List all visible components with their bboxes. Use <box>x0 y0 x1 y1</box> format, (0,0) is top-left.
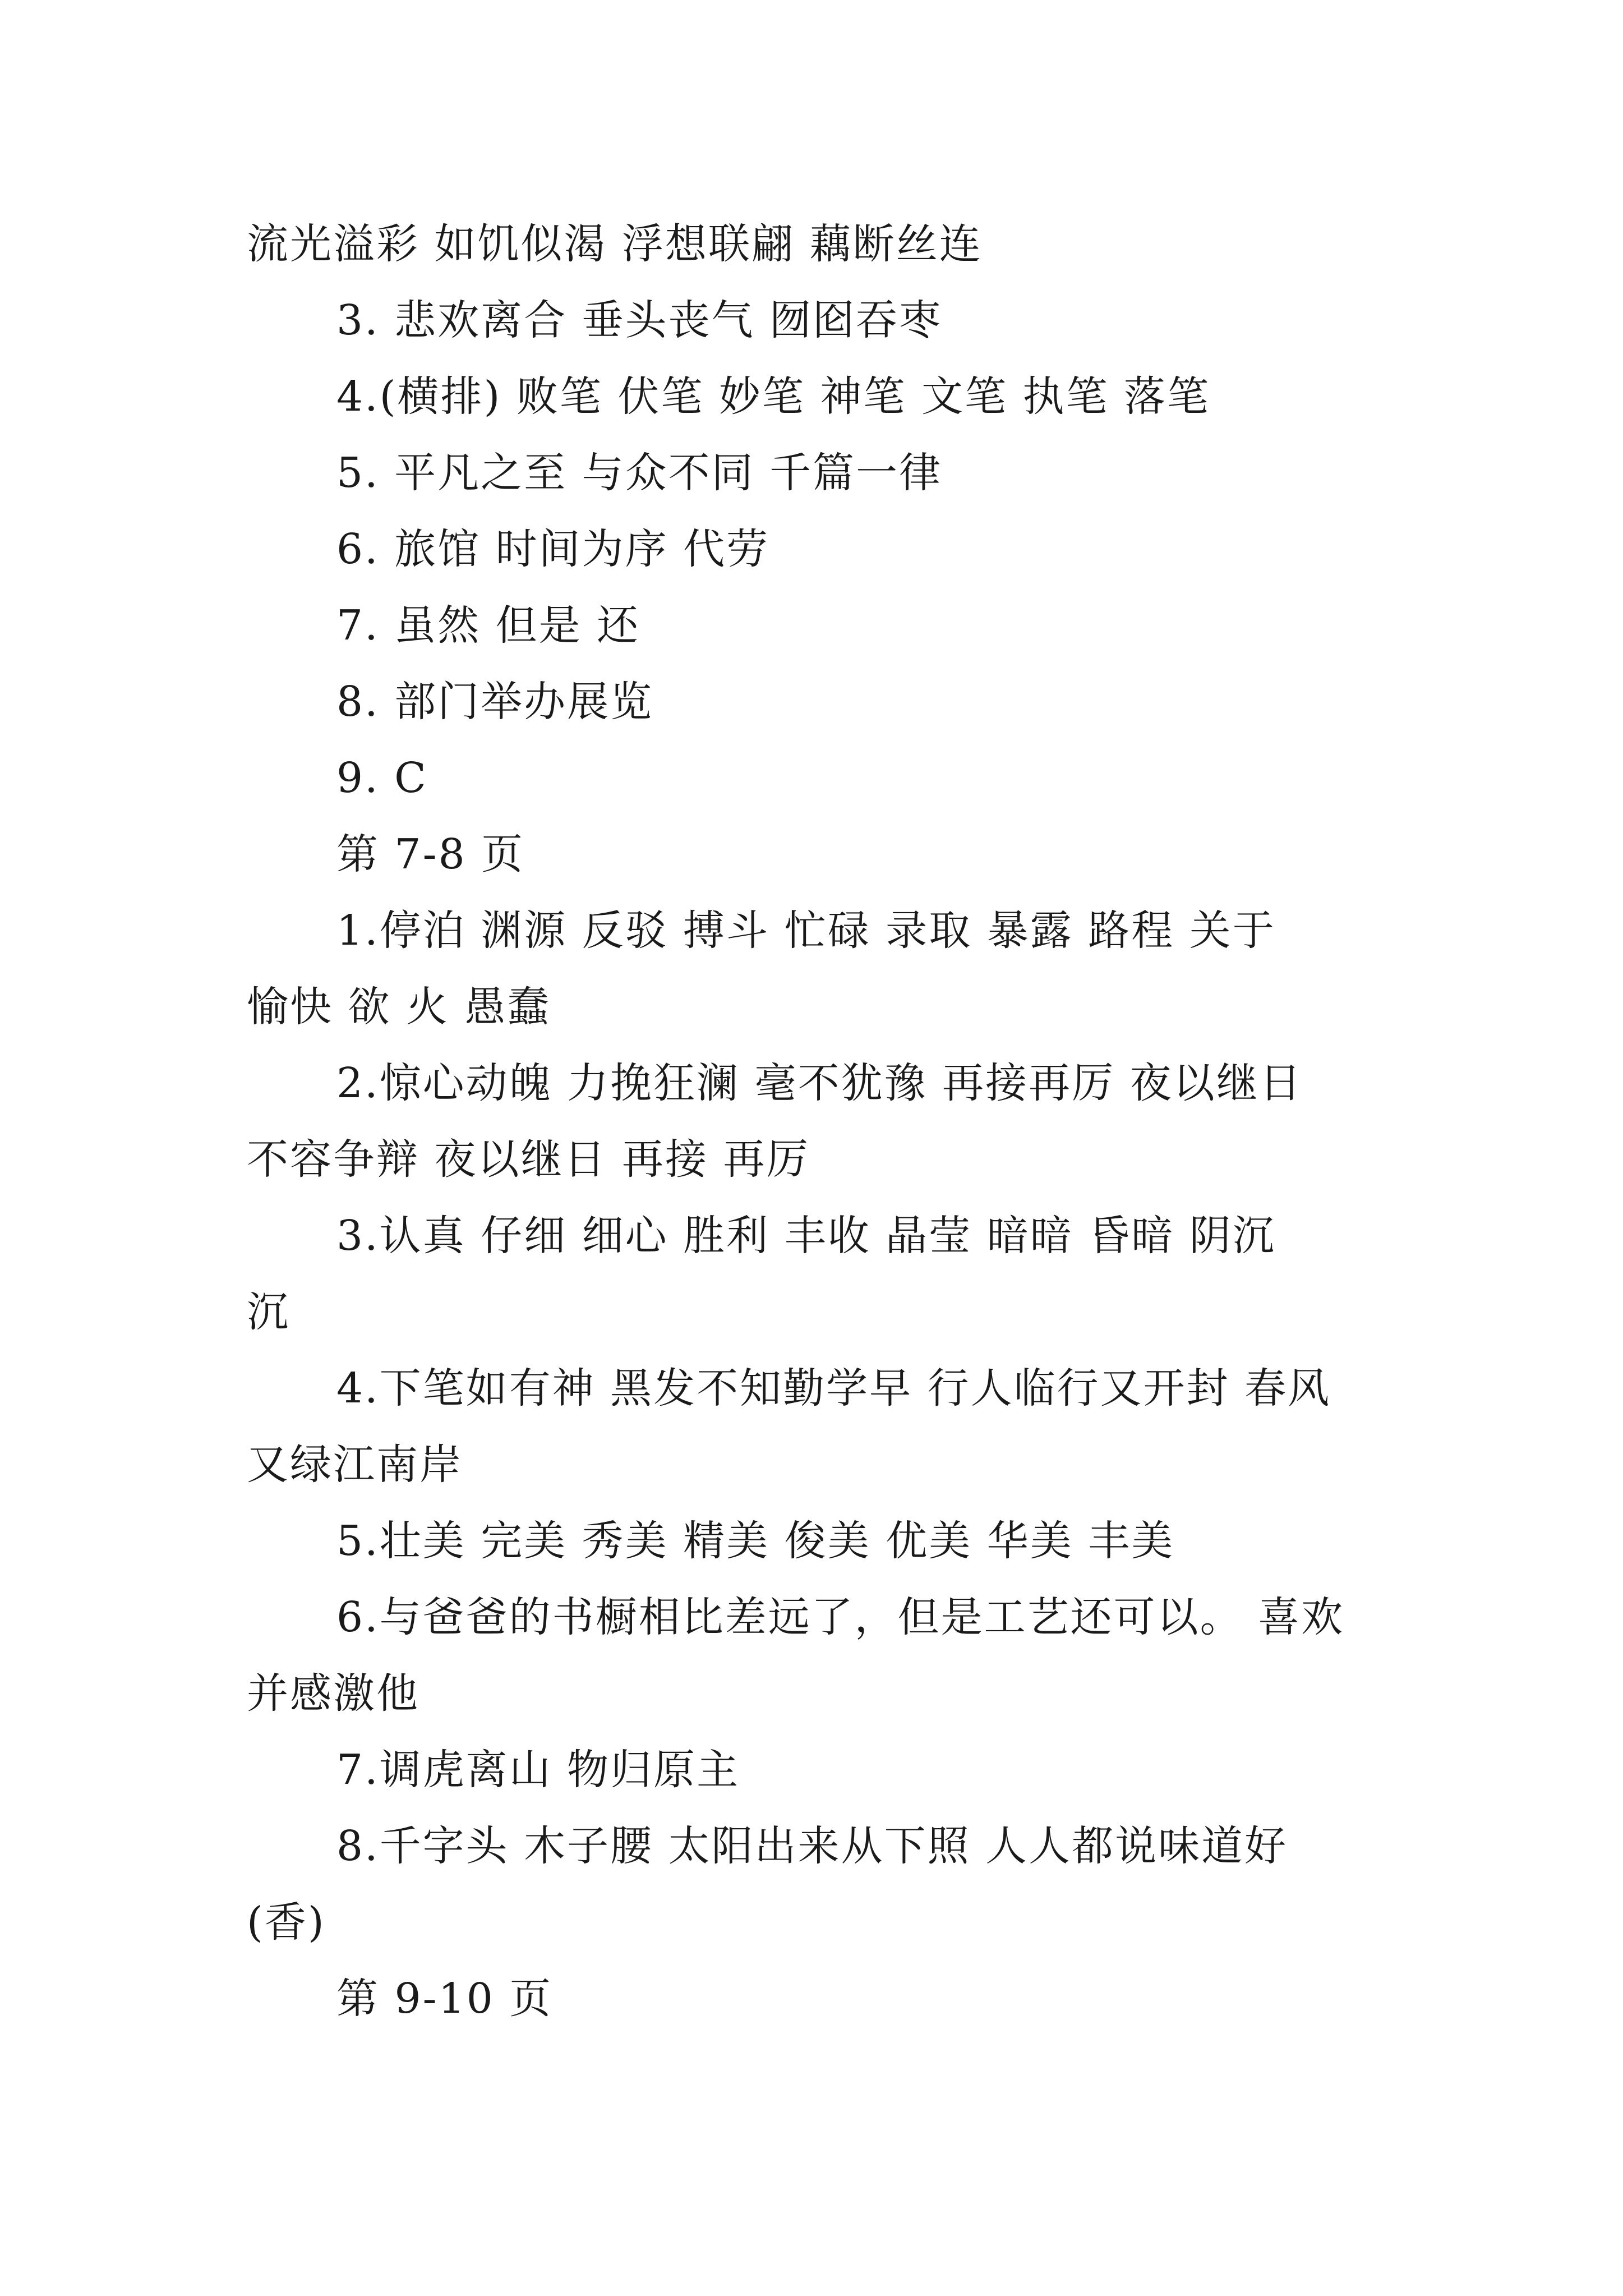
answer-6: 6.与爸爸的书橱相比差远了，但是工艺还可以。 喜欢 <box>336 1593 1345 1641</box>
answer-6: 6. 旅馆 时间为序 代劳 <box>336 525 770 573</box>
answer-1-continued: 愉快 欲 火 愚蠢 <box>247 983 551 1031</box>
answer-8-continued: (香) <box>247 1898 326 1947</box>
section-heading-page-7-8: 第 7-8 页 <box>336 830 525 878</box>
answer-2-continued: 不容争辩 夜以继日 再接 再厉 <box>247 1135 810 1184</box>
answer-3: 3.认真 仔细 细心 胜利 丰收 晶莹 暗暗 昏暗 阴沉 <box>336 1212 1276 1260</box>
answer-8: 8. 部门举办展览 <box>336 678 654 726</box>
answer-5: 5. 平凡之至 与众不同 千篇一律 <box>336 449 943 497</box>
answer-5: 5.壮美 完美 秀美 精美 俊美 优美 华美 丰美 <box>336 1517 1175 1565</box>
answer-1: 1.停泊 渊源 反驳 搏斗 忙碌 录取 暴露 路程 关于 <box>336 907 1276 955</box>
answer-6-continued: 并感激他 <box>247 1669 419 1718</box>
answer-4: 4.(横排) 败笔 伏笔 妙笔 神笔 文笔 执笔 落笔 <box>336 372 1210 421</box>
answer-3: 3. 悲欢离合 垂头丧气 囫囵吞枣 <box>336 296 943 344</box>
answer-7: 7. 虽然 但是 还 <box>336 601 640 650</box>
text-line-idioms-continued: 流光溢彩 如饥似渴 浮想联翩 藕断丝连 <box>247 220 983 268</box>
section-heading-page-9-10: 第 9-10 页 <box>336 1975 553 2023</box>
answer-7: 7.调虎离山 物归原主 <box>336 1746 740 1794</box>
answer-2: 2.惊心动魄 力挽狂澜 毫不犹豫 再接再厉 夜以继日 <box>336 1059 1303 1107</box>
answer-4: 4.下笔如有神 黑发不知勤学早 行人临行又开封 春风 <box>336 1364 1331 1412</box>
answer-4-continued: 又绿江南岸 <box>247 1441 463 1489</box>
answer-3-continued: 沉 <box>247 1288 290 1336</box>
answer-9: 9. C <box>336 754 428 802</box>
answer-8: 8.千字头 木子腰 太阳出来从下照 人人都说味道好 <box>336 1822 1288 1870</box>
